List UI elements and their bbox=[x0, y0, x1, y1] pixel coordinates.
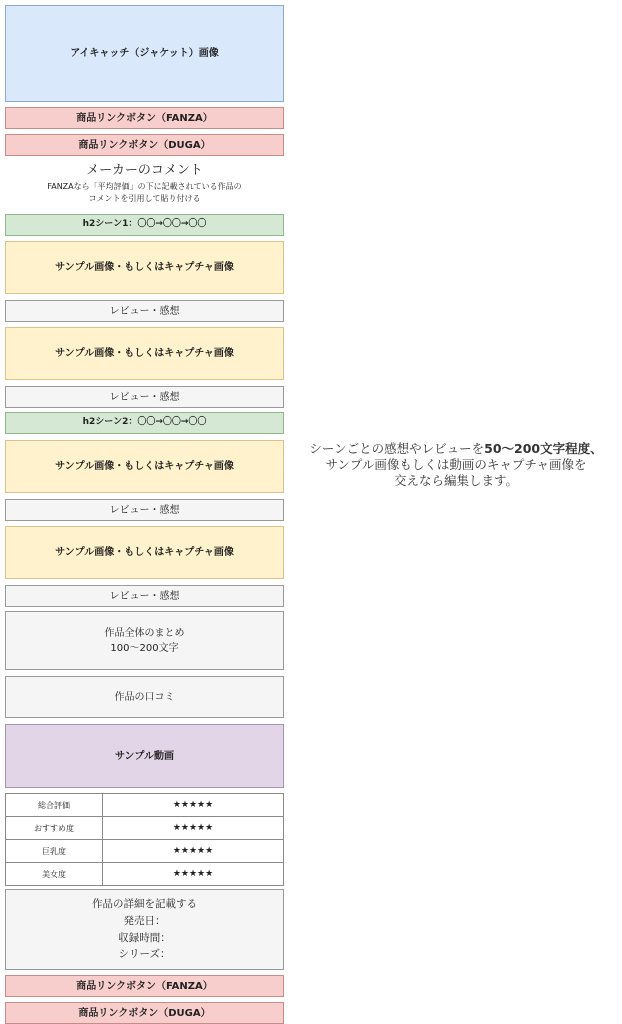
link-button-duga-top bbox=[5, 134, 284, 156]
maker-comment-note-1: FANZAなら「平均評価」の下に記載されている作品の bbox=[47, 182, 242, 191]
rating-row bbox=[6, 863, 284, 886]
ratings-table bbox=[5, 793, 284, 886]
summary-title: 作品全体のまとめ bbox=[104, 627, 185, 639]
link-button-fanza-bottom bbox=[5, 975, 284, 997]
scene-1-sample-image-1 bbox=[5, 241, 284, 294]
eyecatch-label: アイキャッチ（ジャケット）画像 bbox=[70, 48, 219, 59]
scene-2-review-1 bbox=[5, 499, 284, 521]
rating-label: 巨乳度 bbox=[6, 840, 103, 863]
sample-image-label: サンプル画像・もしくはキャプチャ画像 bbox=[55, 348, 234, 359]
review-label: レビュー・感想 bbox=[109, 504, 180, 516]
scene-2-sample-image-1 bbox=[5, 440, 284, 493]
scene-2-heading bbox=[5, 412, 284, 434]
rating-stars: ★★★★★ bbox=[103, 794, 284, 817]
scene-2-sample-image-2 bbox=[5, 526, 284, 579]
scene-1-sample-image-2 bbox=[5, 327, 284, 380]
side-note-line-2: サンプル画像もしくは動画のキャプチャ画像を bbox=[325, 457, 587, 472]
link-button-fanza-label: 商品リンクボタン（FANZA） bbox=[76, 980, 213, 992]
side-note-line-1 bbox=[296, 441, 616, 457]
side-note-line-1a: シーンごとの感想やレビューを bbox=[309, 441, 485, 456]
link-button-fanza-top bbox=[5, 107, 284, 129]
side-note-line-3: 交えなら編集します。 bbox=[393, 473, 518, 488]
sample-image-label: サンプル画像・もしくはキャプチャ画像 bbox=[55, 461, 234, 472]
rating-row bbox=[6, 794, 284, 817]
scene-1-review-1 bbox=[5, 300, 284, 322]
review-label: レビュー・感想 bbox=[109, 391, 180, 403]
scene-2-review-2 bbox=[5, 585, 284, 607]
link-button-duga-bottom bbox=[5, 1002, 284, 1024]
rating-stars: ★★★★★ bbox=[103, 863, 284, 886]
summary-block bbox=[5, 611, 284, 670]
sample-video-label: サンプル動画 bbox=[114, 750, 175, 762]
reviews-block bbox=[5, 676, 284, 718]
scene-1-heading-label: h2シーン1：〇〇→〇〇→〇〇 bbox=[82, 219, 207, 230]
rating-label: 美女度 bbox=[6, 863, 103, 886]
eyecatch-image-block bbox=[5, 5, 284, 102]
scene-1-heading bbox=[5, 214, 284, 236]
details-series: シリーズ： bbox=[118, 948, 171, 961]
maker-comment-note-2: コメントを引用して貼り付ける bbox=[88, 194, 201, 203]
rating-stars: ★★★★★ bbox=[103, 817, 284, 840]
scene-2-heading-label: h2シーン2：〇〇→〇〇→〇〇 bbox=[82, 417, 207, 428]
details-release: 発売日： bbox=[123, 914, 166, 927]
scene-1-review-2 bbox=[5, 386, 284, 408]
sample-image-label: サンプル画像・もしくはキャプチャ画像 bbox=[55, 547, 234, 558]
link-button-fanza-label: 商品リンクボタン（FANZA） bbox=[76, 112, 213, 124]
review-label: レビュー・感想 bbox=[109, 305, 180, 317]
details-block bbox=[5, 889, 284, 970]
details-duration: 収録時間： bbox=[118, 931, 171, 944]
rating-row bbox=[6, 840, 284, 863]
sample-image-label: サンプル画像・もしくはキャプチャ画像 bbox=[55, 262, 234, 273]
maker-comment-title: メーカーのコメント bbox=[86, 163, 203, 178]
review-label: レビュー・感想 bbox=[109, 590, 180, 602]
summary-length: 100〜200文字 bbox=[110, 642, 179, 654]
rating-row bbox=[6, 817, 284, 840]
side-note-line-1b: 50〜200文字程度、 bbox=[484, 441, 603, 456]
rating-label: おすすめ度 bbox=[6, 817, 103, 840]
maker-comment bbox=[5, 162, 284, 205]
rating-stars: ★★★★★ bbox=[103, 840, 284, 863]
sample-video-block bbox=[5, 724, 284, 788]
reviews-label: 作品の口コミ bbox=[114, 691, 175, 703]
link-button-duga-label: 商品リンクボタン（DUGA） bbox=[78, 1007, 211, 1019]
link-button-duga-label: 商品リンクボタン（DUGA） bbox=[78, 139, 211, 151]
details-title: 作品の詳細を記載する bbox=[92, 897, 197, 910]
rating-label: 総合評価 bbox=[6, 794, 103, 817]
side-note bbox=[296, 441, 616, 489]
